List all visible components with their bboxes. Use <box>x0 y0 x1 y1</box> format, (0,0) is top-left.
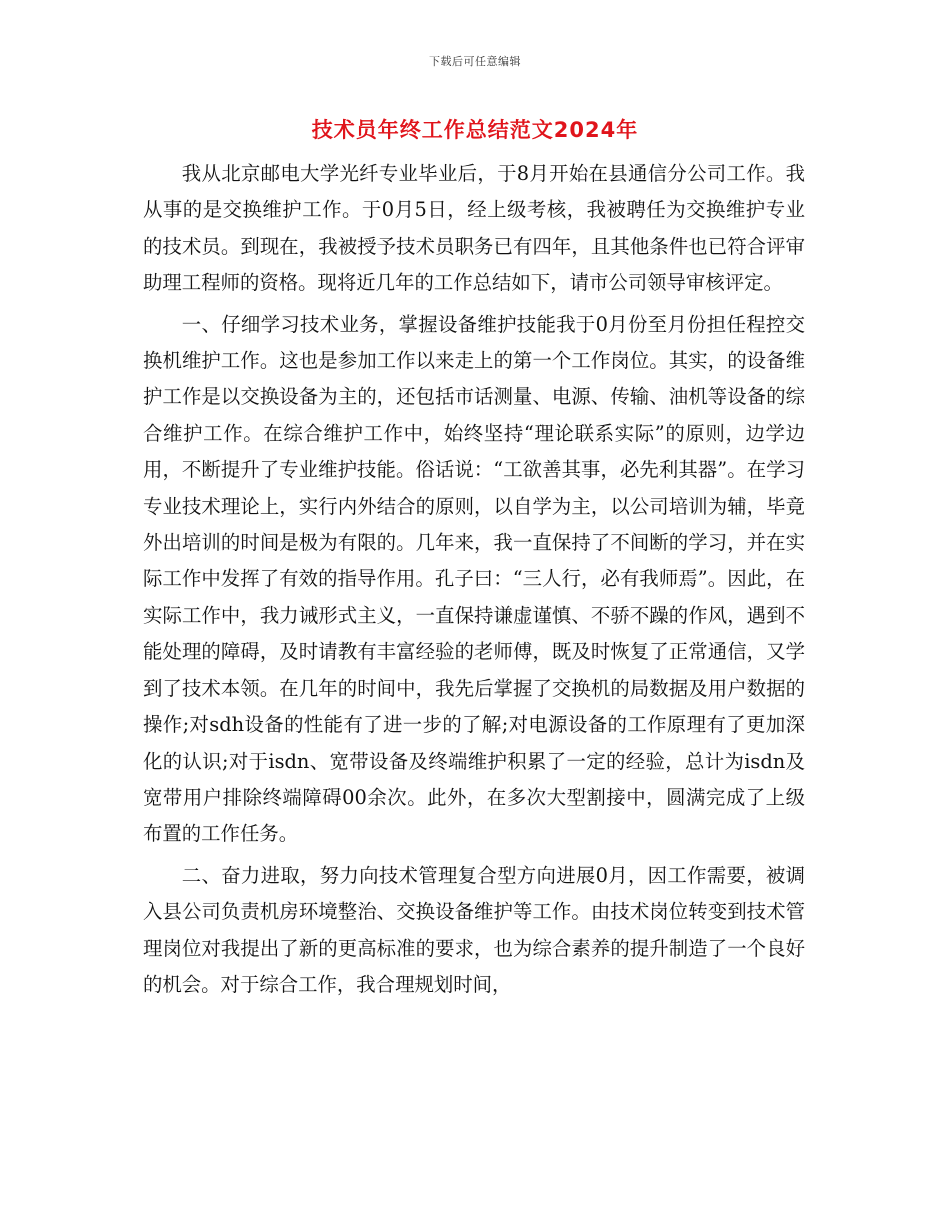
paragraph-section-2: 二、奋力进取，努力向技术管理复合型方向进展0月，因工作需要，被调入县公司负责机房环境整治、交换设备维护等工作。由技术岗位转变到技术管理岗位对我提出了新的更高标准的要求，也为综合素养的提升制造了一个良好的机会。对于综合工作，我合理规划时间， <box>143 863 805 996</box>
document-title: 技术员年终工作总结范文2024年 <box>311 118 639 142</box>
paragraph-section-1: 一、仔细学习技术业务，掌握设备维护技能我于0月份至月份担任程控交换机维护工作。这也是参加工作以来走上的第一个工作岗位。其实，的设备维护工作是以交换设备为主的，还包括市话测量、电源、传输、油机等设备的综合维护工作。在综合维护工作中，始终坚持“理论联系实际”的原则，边学边用，不断提升了专业维护技能。俗话说：“工欲善其事，必先利其器”。在学习专业技术理论上，实行内外结合的原则，以自学为主，以公司培训为辅，毕竟外出培训的时间是极为有限的。几年来，我一直保持了不间断的学习，并在实际工作中发挥了有效的指导作用。孔子曰：“三人行，必有我师焉”。因此，在实际工作中，我力诫形式主义，一直保持谦虚谨慎、不骄不躁的作风，遇到不能处理的障碍，及时请教有丰富经验的老师傅，既及时恢复了正常通信，又学到了技术本领。在几年的时间中，我先后掌握了交换机的局数据及用户数据的操作;对sdh设备的性能有了进一步的了解;对电源设备的工作原理有了更加深化的认识;对于isdn、宽带设备及终端维护积累了一定的经验，总计为isdn及宽带用户排除终端障碍00余次。此外，在多次大型割接中，圆满完成了上级布置的工作任务。 <box>143 312 805 846</box>
header-note: 下载后可任意编辑 <box>429 55 521 68</box>
paragraph-intro: 我从北京邮电大学光纤专业毕业后，于8月开始在县通信分公司工作。我从事的是交换维护工作。于0月5日，经上级考核，我被聘任为交换维护专业的技术员。到现在，我被授予技术员职务已有四年，且其他条件也已符合评审助理工程师的资格。现将近几年的工作总结如下，请市公司领导审核评定。 <box>143 162 805 295</box>
document-body <box>143 156 805 1003</box>
